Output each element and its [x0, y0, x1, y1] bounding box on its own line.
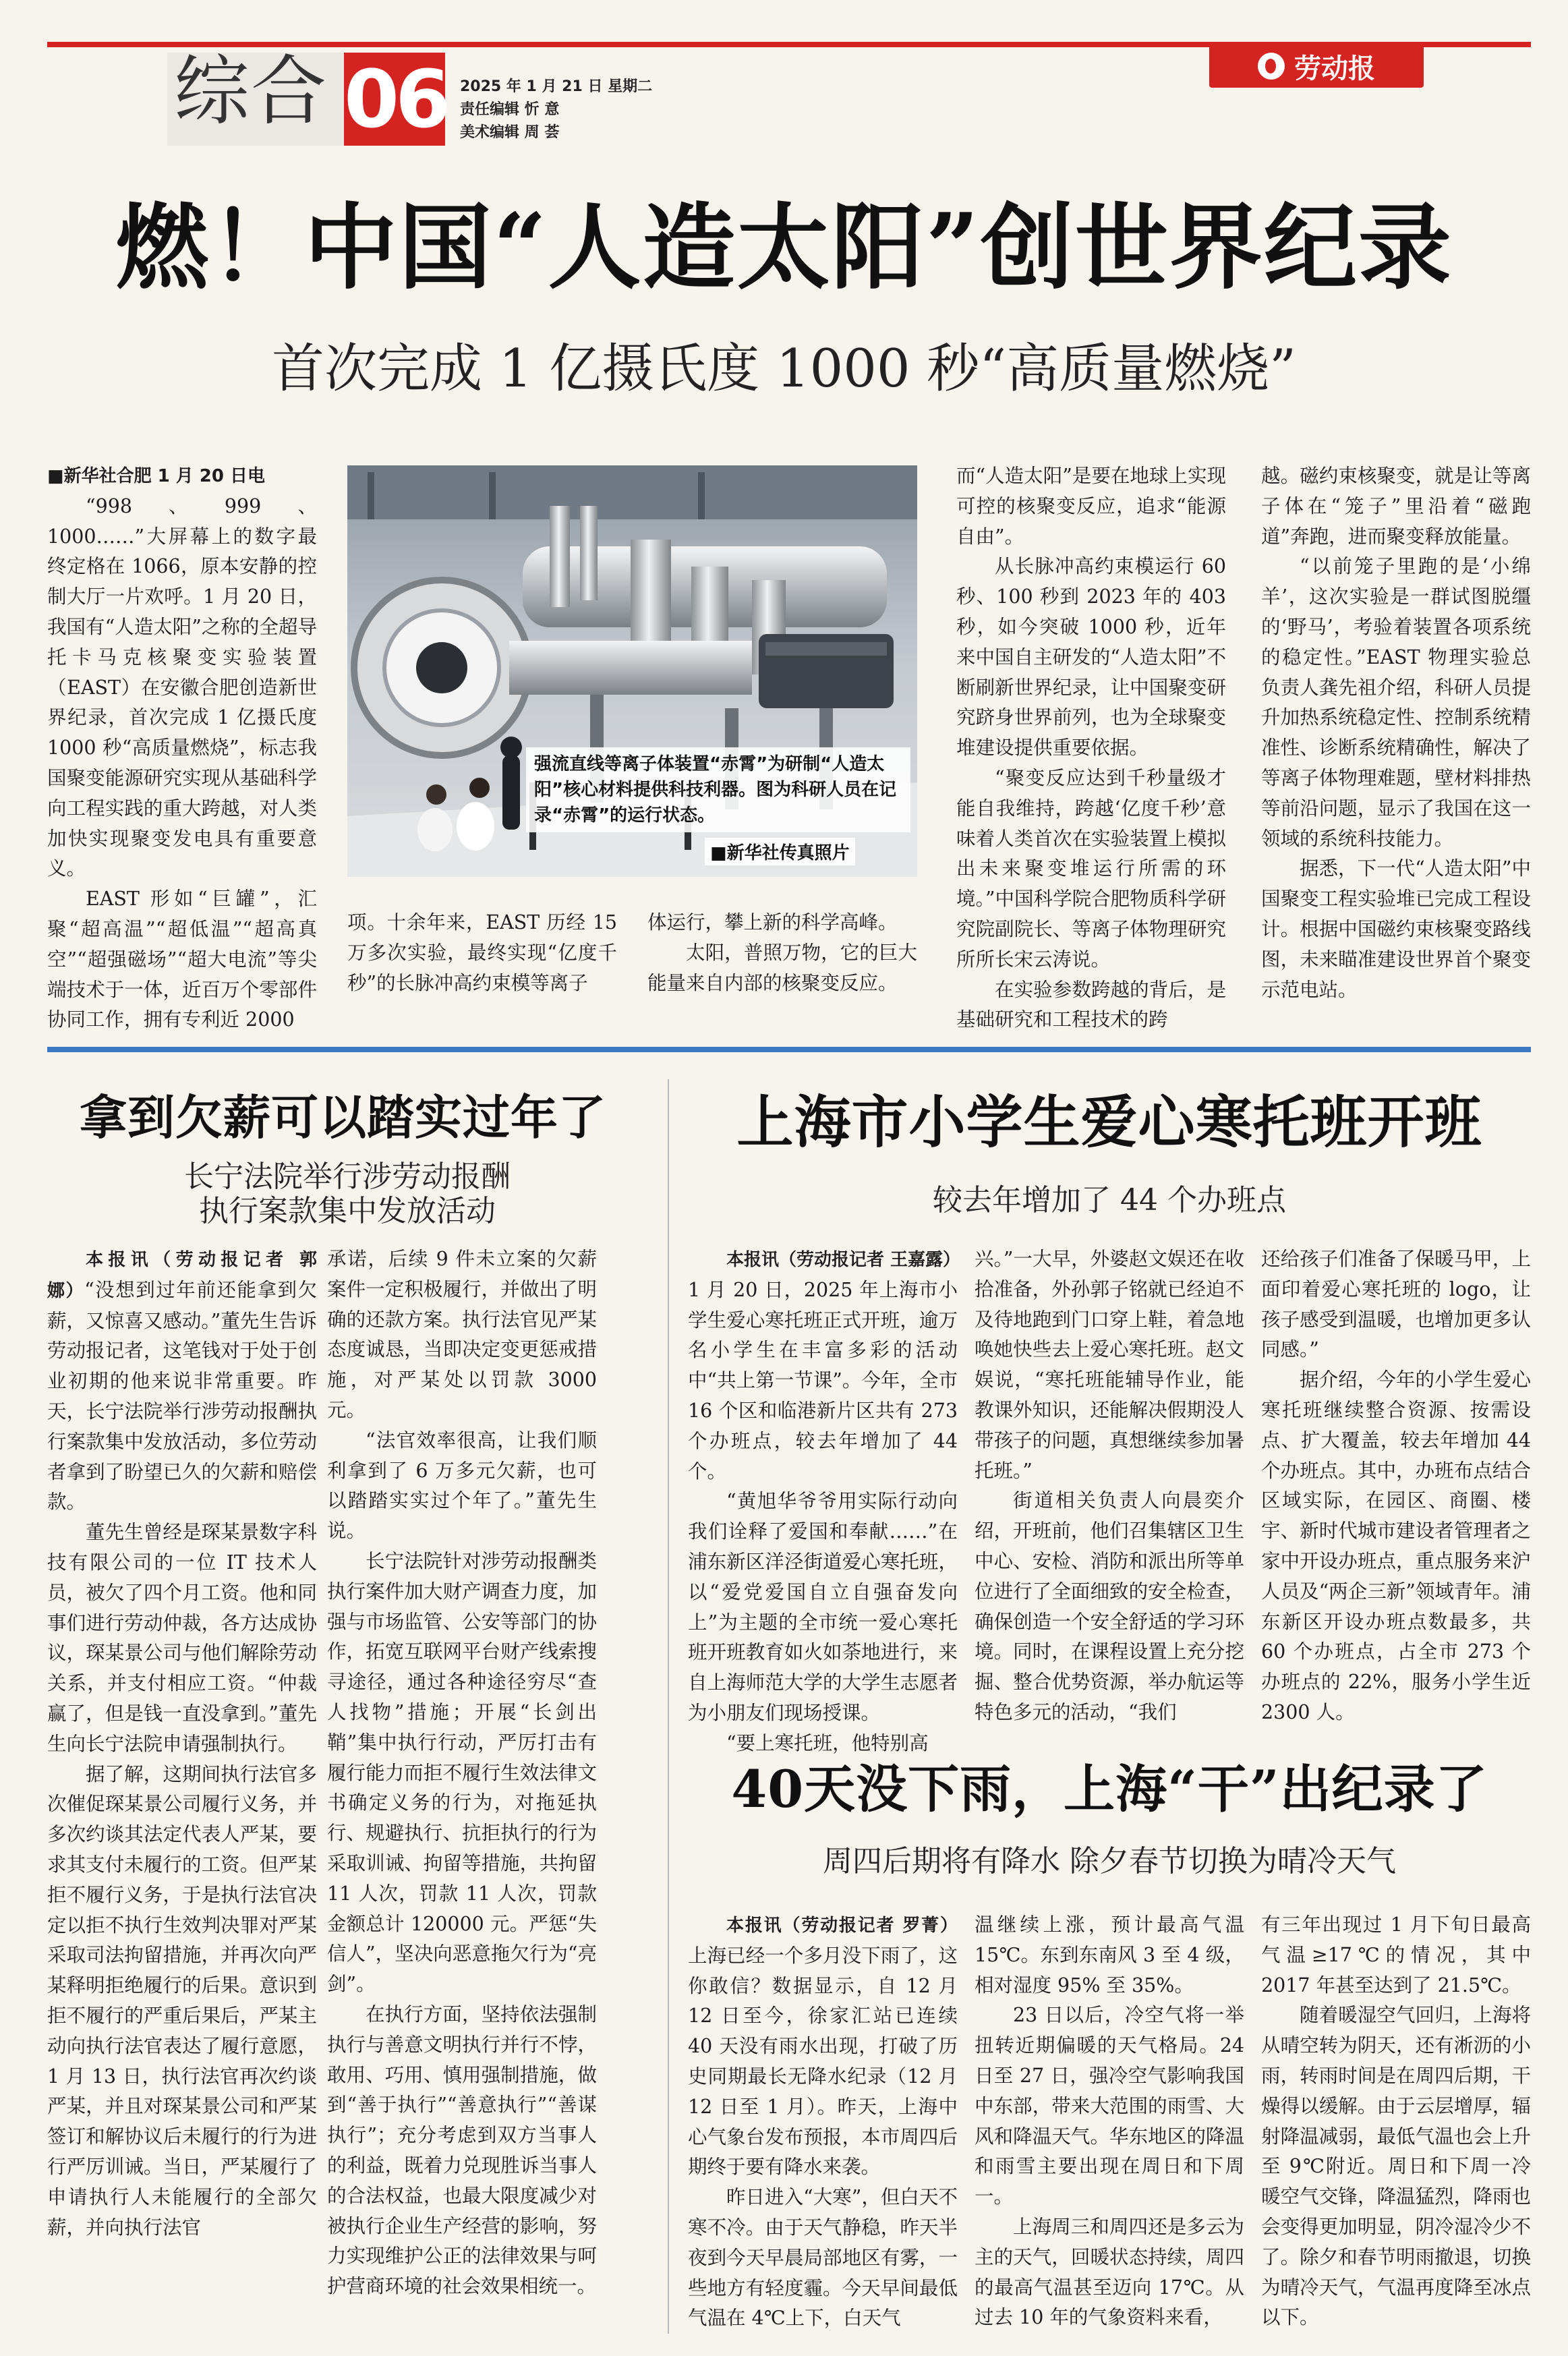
- responsible-editor: 责任编辑 忻 意: [460, 101, 560, 118]
- weather-paragraph: 昨日进入“大寒”，但白天不寒不冷。由于天气静稳，昨天半夜到今天早晨局部地区有雾，一些地方有轻度霾。今天早间最低气温在 4℃上下，白天气: [688, 2186, 958, 2330]
- winter-paragraph: 兴。”一大早，外婆赵文娱还在收拾准备，外孙郭子铭就已经迫不及待地跑到门口穿上鞋，着急地唤她快些去上爱心寒托班。赵文娱说，“寒托班能辅导作业，能教课外知识，还能解决假期没人带孩子的问题，真想继续参加暑托班。”: [975, 1248, 1244, 1482]
- section-name: 综合: [174, 48, 328, 136]
- winter-paragraph: 据介绍，今年的小学生爱心寒托班继续整合资源、按需设点、扩大覆盖，较去年增加 44 个办班点。其中，办班布点结合区域实际，在园区、商圈、楼宇、新时代城市建设者管理者之家中开设办班点，重点服务来沪人员及“两企三新”领域青年。浦东新区开设办班点数最多，共 60 个办班点，占全市 273 个办班点的 22%，服务小学生近 2300 人。: [1261, 1369, 1531, 1723]
- lead-subheadline: 首次完成 1 亿摄氏度 1000 秒“高质量燃烧”: [271, 339, 1297, 399]
- lead-paragraph: 在实验参数跨越的背后，是基础研究和工程技术的跨: [956, 978, 1226, 1031]
- winter-column-3: [1261, 1244, 1531, 1728]
- wage-headline: 拿到欠薪可以踏实过年了: [80, 1089, 606, 1145]
- photo-caption: 强流直线等离子体装置“赤霄”为研制“人造太阳”核心材料提供科技利器。图为科研人员在记录“赤霄”的运行状态。: [526, 747, 910, 832]
- winter-paragraph: 街道相关负责人向晨奕介绍，开班前，他们召集辖区卫生中心、安检、消防和派出所等单位进行了全面细致的安全检查，确保创造一个安全舒适的学习环境。同时，在课程设置上充分挖掘、整合优势资源，举办航运等特色多元的活动，“我们: [975, 1489, 1244, 1723]
- lead-column-1: [47, 461, 317, 1035]
- wage-subheadline: [47, 1160, 647, 1228]
- lead-paragraph: 体运行，攀上新的科学高峰。: [647, 911, 898, 933]
- photo-credit: ■新华社传真照片: [705, 838, 855, 865]
- winter-paragraph: “要上寒托班，他特别高: [726, 1731, 929, 1754]
- lead-paragraph: 据悉，下一代“人造太阳”中国聚变工程实验堆已完成工程设计。根据中国磁约束核聚变路线图，未来瞄准建设世界首个聚变示范电站。: [1261, 857, 1531, 1001]
- newspaper-name: 劳动报: [1294, 52, 1375, 84]
- art-editor: 美术编辑 周 荟: [460, 124, 560, 141]
- wage-subheadline-line: 长宁法院举行涉劳动报酬: [184, 1159, 511, 1194]
- weather-paragraph: 随着暖湿空气回归，上海将从晴空转为阴天，还有淅沥的小雨，转雨时间是在周四后期，干燥得以缓解。由于云层增厚，辐射降温减弱，最低气温也会上升至 9℃附近。周日和下周一冷暖空气交锋，降温猛烈，降雨也会变得更加明显，阴冷湿冷少不了。除夕和春节明雨撤退，切换为晴冷天气，气温再度降至冰点以下。: [1261, 2004, 1531, 2329]
- weather-headline: 40天没下雨，上海“干”出纪录了: [731, 1759, 1488, 1819]
- weather-paragraph: [688, 1910, 958, 2183]
- lead-column-5: [1261, 461, 1531, 1005]
- issue-meta: [460, 76, 652, 144]
- lead-paragraph: “998、999、1000……”大屏幕上的数字最终定格在 1066，原本安静的控制大厅一片欢呼。1 月 20 日，我国有“人造太阳”之称的全超导托卡马克核聚变实验装置（EAST）在安徽合肥创造新世界纪录，首次完成 1 亿摄氏度 1000 秒“高质量燃烧”，标志我国聚变能源研究实现从基础科学向工程实践的重大跨越，对人类加快实现聚变发电具有重要意义。: [47, 494, 317, 880]
- wage-lead-text: “没想到过年前还能拿到欠薪，又惊喜又感动。”董先生告诉劳动报记者，这笔钱对于处于创业初期的他来说非常重要。昨天，长宁法院举行涉劳动报酬执行案款集中发放活动，多位劳动者拿到了盼望已久的欠薪和赔偿款。: [47, 1278, 317, 1514]
- wage-paragraph: 据了解，这期间执行法官多次催促琛某景公司履行义务，并多次约谈其法定代表人严某，要求其支付未履行的工资。但严某拒不履行义务，于是执行法官决定以拒不执行生效判决罪对严某采取司法拘留措施，并再次向严某释明拒绝履行的后果。意识到拒不履行的严重后果后，严某主动向执行法官表达了履行意愿，1 月 13 日，执行法官再次约谈严某，并且对琛某景公司和严某签订和解协议后未履行的行为进行严厉训诫。当日，严某履行了申请执行人未能履行的全部欠薪，并向执行法官: [47, 1762, 317, 2239]
- winter-paragraph: 还给孩子们准备了保暖马甲，上面印着爱心寒托班的 logo，让孩子感受到温暖，也增加更多认同感。”: [1261, 1248, 1531, 1361]
- wage-paragraph: 承诺，后续 9 件未立案的欠薪案件一定积极履行，并做出了明确的还款方案。执行法官见严某态度诚恳，当即决定变更惩戒措施，对严某处以罚款 3000 元。: [327, 1248, 597, 1421]
- column-divider: [668, 1079, 669, 2334]
- lead-paragraph: EAST 形如“巨罐”，汇聚“超高温”“超低温”“超高真空”“超强磁场”“超大电流”等尖端技术于一体，近百万个零部件协同工作，拥有专利近 2000: [47, 888, 317, 1031]
- weather-byline: 本报讯（劳动报记者 罗菁）: [726, 1916, 958, 1936]
- lead-paragraph: 太阳，普照万物，它的巨大能量来自内部的核聚变反应。: [647, 941, 917, 994]
- winter-paragraph: “黄旭华爷爷用实际行动向我们诠释了爱国和奉献……”在浦东新区洋泾街道爱心寒托班，以“爱党爱国自立自强奋发向上”为主题的全市统一爱心寒托班开班教育如火如荼地进行，来自上海师范大学的大学生志愿者为小朋友们现场授课。: [688, 1490, 958, 1724]
- wage-byline: 本报讯（劳动报记者 郭娜）: [47, 1250, 317, 1301]
- wage-paragraph: 在执行方面，坚持依法强制执行与善意文明执行并行不悖，敢用、巧用、慎用强制措施，做到“善于执行”“善意执行”“善谋执行”；充分考虑到双方当事人的利益，既着力兑现胜诉当事人的合法权益，也最大限度减少对被执行企业生产经营的影响，努力实现维护公正的法律效果与呵护营商环境的社会效果相统一。: [327, 2003, 597, 2298]
- lead-paragraph: 而“人造太阳”是要在地球上实现可控的核聚变反应，追求“能源自由”。: [956, 465, 1226, 548]
- winter-class-subheadline: 较去年增加了 44 个办班点: [933, 1183, 1286, 1217]
- winter-class-headline: 上海市小学生爱心寒托班开班: [736, 1089, 1482, 1155]
- winter-byline: 本报讯（劳动报记者 王嘉露）: [726, 1250, 961, 1270]
- winter-column-2: [975, 1244, 1244, 1728]
- weather-paragraph: 有三年出现过 1 月下旬日最高气温≥17℃的情况，其中 2017 年甚至达到了 21.5℃。: [1261, 1914, 1531, 1996]
- weather-lead-text: 上海已经一个多月没下雨了，这你敢信？数据显示，自 12 月 12 日至今，徐家汇站已连续 40 天没有雨水出现，打破了历史同期最长无降水纪录（12 月 12 日至 1 月）。昨天，上海中心气象台发布预报，本市周四后期终于要有降水来袭。: [688, 1944, 958, 2179]
- wage-column-1: [47, 1244, 317, 2243]
- lead-dateline: ■新华社合肥 1 月 20 日电: [47, 466, 266, 486]
- wage-paragraph: 长宁法院针对涉劳动报酬类执行案件加大财产调查力度，加强与市场监管、公安等部门的协作，拓宽互联网平台财产线索搜寻途径，通过各种途径穷尽“查人找物”措施；开展“长剑出鞘”集中执行行动，严厉打击有履行能力而拒不履行生效法律文书确定义务的行为，对拖延执行、规避执行、抗拒执行的行为采取训诫、拘留等措施，共拘留 11 人次，罚款 11 人次，罚款金额总计 120000 元。严惩“失信人”，坚决向恶意拖欠行为“亮剑”。: [327, 1549, 597, 1996]
- issue-date: 2025 年 1 月 21 日 星期二: [460, 78, 653, 95]
- newspaper-logo: [1209, 45, 1424, 88]
- weather-column-2: [975, 1910, 1244, 2333]
- wage-paragraph: 董先生曾经是琛某景数字科技有限公司的一位 IT 技术人员，被欠了四个月工资。他和同事们进行劳动仲裁，各方达成协议，琛某景公司与他们解除劳动关系，并支付相应工资。“仲裁赢了，但是钱一直没拿到。”董先生向长宁法院申请强制执行。: [47, 1521, 317, 1755]
- weather-paragraph: 23 日以后，冷空气将一举扭转近期偏暖的天气格局。24 日至 27 日，强冷空气影响我国中东部，带来大范围的雨雪、大风和降温天气。华东地区的降温和雨雪主要出现在周日和下周一。: [975, 2004, 1244, 2208]
- weather-paragraph: 温继续上涨，预计最高气温 15℃。东到东南风 3 至 4 级，相对湿度 95% 至 35%。: [975, 1914, 1244, 1996]
- lead-column-3: [647, 908, 917, 998]
- winter-paragraph: [688, 1244, 961, 1487]
- wage-paragraph: “法官效率很高，让我们顺利拿到了 6 万多元欠薪，也可以踏踏实实过个年了。”董先生说。: [327, 1429, 597, 1543]
- lead-headline: 燃！中国“人造太阳”创世界纪录: [115, 192, 1453, 302]
- winter-lead-text: 1 月 20 日，2025 年上海市小学生爱心寒托班正式开班，逾万名小学生在丰富多彩的活动中“共上第一节课”。今年，全市 16 个区和临港新片区共有 273 个办班点，较去年增加了 44 个。: [688, 1278, 958, 1483]
- lead-column-4: [956, 461, 1226, 1035]
- wage-paragraph: [47, 1244, 317, 1518]
- wage-column-2: [327, 1244, 597, 2302]
- section-divider-blue: [47, 1047, 1531, 1052]
- weather-subheadline: 周四后期将有降水 除夕春节切换为晴冷天气: [823, 1844, 1396, 1878]
- lead-paragraph: 越。磁约束核聚变，就是让等离子体在“笼子”里沿着“磁跑道”奔跑，进而聚变释放能量。: [1261, 465, 1531, 548]
- lead-column-2: [347, 908, 617, 998]
- winter-column-1: [688, 1244, 961, 1759]
- page-number: 06: [344, 53, 447, 146]
- weather-column-1: [688, 1910, 958, 2334]
- lead-paragraph: 从长脉冲高约束模运行 60 秒、100 秒到 2023 年的 403 秒，如今突破 1000 秒，近年来中国自主研发的“人造太阳”不断刷新世界纪录，让中国聚变研究跻身世界前列，也为全球聚变堆建设提供重要依据。: [956, 555, 1226, 759]
- lead-paragraph: 项。十余年来，EAST 历经 15 万多次实验，最终实现“亿度千秒”的长脉冲高约束模等离子: [347, 911, 617, 994]
- weather-paragraph: 上海周三和周四还是多云为主的天气，回暖状态持续，周四的最高气温甚至迈向 17℃。从过去 10 年的气象资料来看，: [975, 2215, 1244, 2329]
- weather-column-3: [1261, 1910, 1531, 2333]
- lead-paragraph: “聚变反应达到千秒量级才能自我维持，跨越‘亿度千秒’意味着人类首次在实验装置上模拟出未来聚变堆运行所需的环境。”中国科学院合肥物质科学研究院副院长、等离子体物理研究所所长宋云涛说。: [956, 766, 1226, 971]
- lead-paragraph: “以前笼子里跑的是‘小绵羊’，这次实验是一群试图脱缰的‘野马’，考验着装置各项系统的稳定性。”EAST 物理实验总负责人龚先祖介绍，科研人员提升加热系统稳定性、控制系统精准性、诊断系统精确性，解决了等离子体物理难题，壁材料排热等前沿问题，显示了我国在这一领域的系统科技能力。: [1261, 555, 1531, 850]
- logo-mark-icon: [1258, 53, 1285, 80]
- wage-subheadline-line: 执行案款集中发放活动: [199, 1193, 496, 1228]
